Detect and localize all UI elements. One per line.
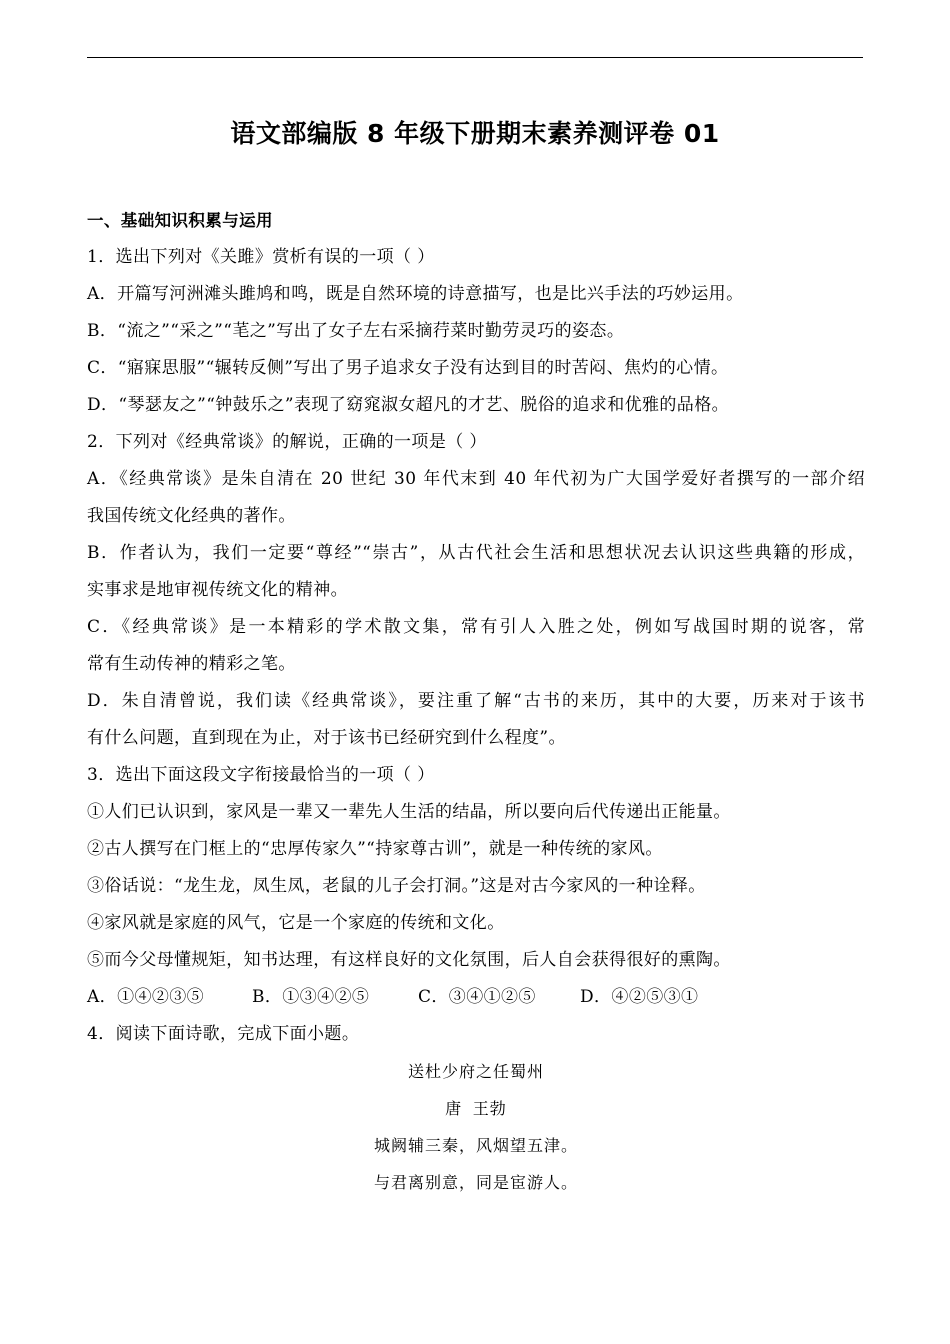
option-b-line2: 实事求是地审视传统文化的精神。 [87, 580, 348, 600]
option-c-line2: 常有生动传神的精彩之笔。 [87, 654, 296, 674]
question-stem: 2．下列对《经典常谈》的解说，正确的一项是（ ） [87, 432, 487, 452]
option-b-line1: B．作者认为，我们一定要“尊经”“崇古”，从古代社会生活和思想状况去认识这些典籍的形成， [87, 543, 865, 563]
poem [87, 1053, 865, 1201]
option-b: B．①③④②⑤ [252, 987, 370, 1007]
option-a: A．开篇写河洲滩头雎鸠和鸣，既是自然环境的诗意描写，也是比兴手法的巧妙运用。 [87, 284, 744, 304]
section-heading: 一、基础知识积累与运用 [87, 211, 273, 230]
header-rule [87, 57, 863, 58]
sentence-4: ④家风就是家庭的风气，它是一个家庭的传统和文化。 [87, 913, 505, 933]
sentence-2: ②古人撰写在门框上的“忠厚传家久”“持家尊古训”，就是一种传统的家风。 [87, 839, 663, 859]
question-3 [87, 757, 865, 1016]
question-stem: 3．选出下面这段文字衔接最恰当的一项（ ） [87, 765, 435, 785]
question-2 [87, 424, 865, 757]
option-d: D．“琴瑟友之”“钟鼓乐之”表现了窈窕淑女超凡的才艺、脱俗的追求和优雅的品格。 [87, 395, 729, 415]
option-b: B．“流之”“采之”“芼之”写出了女子左右采摘荇菜时勤劳灵巧的姿态。 [87, 321, 625, 341]
option-d-line1: D．朱自清曾说，我们读《经典常谈》，要注重了解“古书的来历，其中的大要，历来对于该书 [87, 691, 865, 711]
question-4 [87, 1016, 865, 1201]
option-d-line2: 有什么问题，直到现在为止，对于该书已经研究到什么程度”。 [87, 728, 566, 748]
option-c: C．③④①②⑤ [418, 987, 536, 1007]
exam-content [87, 202, 865, 1201]
poem-title: 送杜少府之任蜀州 [407, 1062, 544, 1081]
option-a-line2: 我国传统文化经典的著作。 [87, 506, 296, 526]
option-c-line1: C．《经典常谈》是一本精彩的学术散文集，常有引人入胜之处，例如写战国时期的说客，常 [87, 617, 865, 637]
answer-options [87, 979, 865, 1016]
poem-author: 唐 王勃 [445, 1099, 507, 1118]
sentence-3: ③俗话说：“龙生龙，凤生凤，老鼠的儿子会打洞。”这是对古今家风的一种诠释。 [87, 876, 706, 896]
option-a: A．①④②③⑤ [87, 987, 205, 1007]
page-title: 语文部编版 8 年级下册期末素养测评卷 01 [230, 119, 720, 148]
sentence-5: ⑤而今父母懂规矩，知书达理，有这样良好的文化氛围，后人自会获得很好的熏陶。 [87, 950, 731, 970]
option-a-line1: A．《经典常谈》是朱自清在 20 世纪 30 年代末到 40 年代初为广大国学爱好者撰写的一部介绍 [87, 469, 865, 489]
option-c: C．“寤寐思服”“辗转反侧”写出了男子追求女子没有达到目的时苦闷、焦灼的心情。 [87, 358, 729, 378]
question-1 [87, 239, 865, 424]
sentence-1: ①人们已认识到，家风是一辈又一辈先人生活的结晶，所以要向后代传递出正能量。 [87, 802, 731, 822]
question-stem: 1．选出下列对《关雎》赏析有误的一项（ ） [87, 247, 435, 267]
poem-line-2: 与君离别意，同是宦游人。 [373, 1173, 578, 1192]
option-d: D．④②⑤③① [580, 987, 699, 1007]
question-stem: 4．阅读下面诗歌，完成下面小题。 [87, 1024, 360, 1044]
poem-line-1: 城阙辅三秦，风烟望五津。 [373, 1136, 578, 1155]
